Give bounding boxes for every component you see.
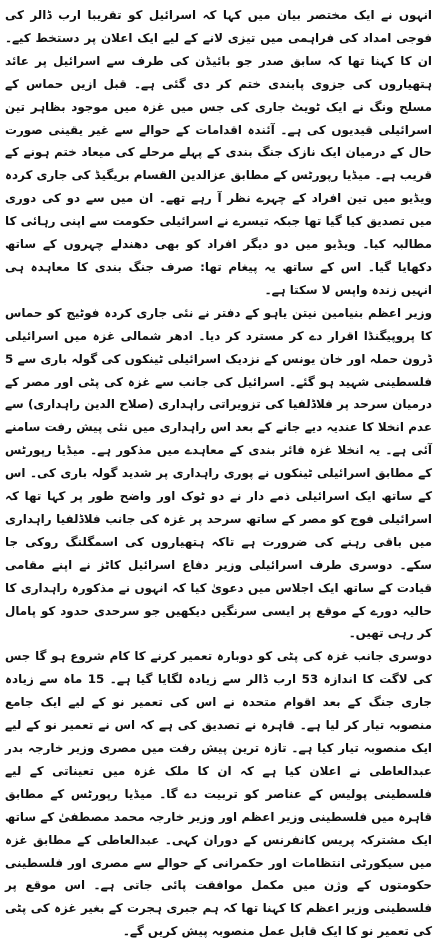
article-body [5, 4, 432, 943]
article-paragraph: انہوں نے ایک مختصر بیان میں کہا کہ اسرائیل کو تقریبا ارب ڈالر کی فوجی امداد کی فراہمی میں تیزی لانے کے لیے ایک اعلان پر دستخط کیے۔ ان کا کہنا تھا کہ سابق صدر جو بائیڈن کی طرف سے اسرائیل پر عائد ہتھیاروں کی جزوی پابندی ختم کر دی گئی ہے۔ قبل ازیں حماس کے مسلح ونگ نے ایک ٹویٹ جاری کی جس میں غزہ میں موجود بظاہر تین اسرائیلی قیدیوں کی ہے۔ آئندہ اقدامات کے حوالے سے غیر یقینی صورت حال کے درمیان ایک نازک جنگ بندی کے پہلے مرحلے کی میعاد ختم ہونے کے قریب ہے۔ میڈیا رپورٹس کے مطابق عزالدین القسام بریگیڈ کی جاری کردہ ویڈیو میں تین افراد کے چہرے نظر آ رہے تھے۔ ان میں سے دو کی دوری میں تصدیق کیا گیا تھا جبکہ تیسرے نے اسرائیلی حکومت سے اپنی رہائی کا مطالبہ کیا۔ ویڈیو میں دو دیگر افراد کو بھی دھندلے چہروں کے ساتھ دکھایا گیا۔ اس کے ساتھ یہ پیغام تھا: صرف جنگ بندی کا معاہدہ ہی انہیں زندہ واپس لا سکتا ہے۔ [5, 8, 432, 297]
article-paragraph: وزیر اعظم بنیامین نیتن یاہو کے دفتر نے نئی جاری کردہ فوٹیج کو حماس کا پروپیگنڈا اقرار دے کر مسترد کر دیا۔ ادھر شمالی غزہ میں اسرائیلی ڈرون حملہ اور خان یونس کے نزدیک اسرائیلی ٹینکوں کی گولہ باری سے 5 فلسطینی شہید ہو گئے۔ اسرائیل کی جانب سے غزہ کی پٹی اور مصر کے درمیان سرحد پر فلاڈلفیا کی تزویراتی راہداری (صلاح الدین راہداری) سے عدم انخلا کا عندیہ دیے جانے کے بعد اس راہداری میں نئی پیش رفت سامنے آئی ہے۔ یہ انخلا غزہ فائر بندی کے معاہدے میں مذکور ہے۔ میڈیا رپورٹس کے مطابق اسرائیلی ٹینکوں نے پوری راہداری پر شدید گولہ باری کی۔ اس کے ساتھ ایک اسرائیلی ذمے دار نے دو ٹوک اور واضح طور پر کہا تھا کہ اسرائیلی فوج کو مصر کے ساتھ سرحد پر غزہ کی جانب فلاڈلفیا راہداری میں باقی رہنے کی ضرورت ہے تاکہ ہتھیاروں کی اسمگلنگ روکی جا سکے۔ دوسری طرف اسرائیلی وزیر دفاع اسرائیل کاٹز نے اپنے مقامی قیادت کے ساتھ ایک اجلاس میں دعویٰ کیا کہ انہوں نے مذکورہ راہداری کا حالیہ دورے کے موقع پر ایسی سرنگیں دیکھیں جو سرحدی حدود کو پامال کر رہی تھیں۔ [5, 305, 432, 641]
article-paragraph: دوسری جانب غزہ کی پٹی کو دوبارہ تعمیر کرنے کا کام شروع ہو گا جس کی لاگت کا اندازہ 53 ارب ڈالر سے زیادہ لگایا گیا ہے۔ 15 ماہ سے زیادہ جاری جنگ کے بعد اقوام متحدہ نے اس کی تعمیر نو کے لیے ایک جامع منصوبہ تیار کر لیا ہے۔ قاہرہ نے تصدیق کی ہے کہ اس نے تعمیر نو کے لیے ایک منصوبہ تیار کیا ہے۔ تازہ ترین پیش رفت میں مصری وزیر خارجہ بدر عبدالعاطی نے اعلان کیا ہے کہ ان کا ملک غزہ میں تعیناتی کے لیے فلسطینی پولیس کے عناصر کو تربیت دے گا۔ میڈیا رپورٹس کے مطابق قاہرہ میں فلسطینی وزیر اعظم اور وزیر خارجہ محمد مصطفیٰ کے ساتھ ایک مشترکہ پریس کانفرنس کے دوران کہی۔ عبدالعاطی کے مطابق غزہ میں سیکورٹی انتظامات اور حکمرانی کے حوالے سے مصری اور فلسطینی حکومتوں کے وژن میں مکمل موافقت پائی جاتی ہے۔ اس موقع پر فلسطینی وزیر اعظم کا کہنا تھا کہ ہم جبری ہجرت کے بغیر غزہ کی پٹی کی تعمیر نو کا ایک قابل عمل منصوبہ پیش کریں گے۔ [5, 649, 433, 939]
